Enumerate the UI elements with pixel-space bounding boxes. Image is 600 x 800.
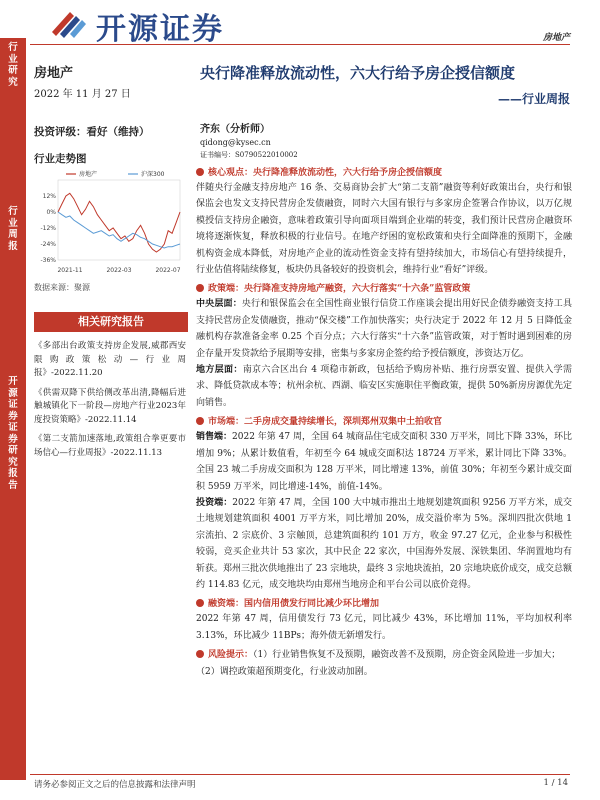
footer-disclaimer: 请务必参阅正文之后的信息披露和法律声明 [34, 780, 196, 790]
page-header [0, 0, 600, 52]
y-tick-label: 12% [42, 193, 56, 200]
sidebar-band [0, 38, 26, 780]
report-subtitle: ——行业周报 [497, 92, 570, 106]
main-content [196, 164, 572, 680]
chart-source: 数据来源：聚源 [34, 283, 90, 292]
report-title: 央行降准释放流动性，六大行给予房企授信额度 [200, 64, 516, 82]
bullet-icon [196, 417, 204, 425]
related-report-item[interactable]: 《供需双降下供给侧改革出清,降幅后进触城镇化下一阶段—房地产行业2023年度投资策略》-2022.11.14 [34, 387, 186, 425]
policy-local-text: 地方层面：南京六合区出台 4 项稳市新政，包括给予购房补贴、推行房票安置、提供入学需求、降低贷款成本等；杭州余杭、西湖、临安区实施职住平衡政策，提供 50%新房房源优先定向销售。 [196, 365, 572, 408]
legend-label: 房地产 [79, 171, 98, 178]
trend-chart-svg [34, 166, 184, 276]
header-divider [30, 44, 570, 45]
sidebar-label-brand: 开源证券 证券研究报告 [8, 376, 18, 491]
policy-central-text: 中央层面：央行和银保监会在全国性商业银行信贷工作座谈会提出用好民企债券融资支持工具支持民营房企发债融资，推动“保交楼”工作加快落实；央行决定于 2022 年 12 月 5 日降低金融机构存款准备金率 0.25 个百分点；六大行落实“十六条”监管政策，对于暂时遇到困难的房企存量开发贷款给予展期等安排，密集与多家房企签约给予授信额度，涉资达万亿。 [196, 299, 572, 359]
legend-label: 沪深300 [141, 171, 165, 178]
risk-text: 风险提示：（1）行业销售恢复不及预期，融资改善不及预期，房企资金风险进一步加大；（2）调控政策超预期变化，行业波动加剧。 [196, 650, 561, 677]
bullet-icon [196, 284, 204, 292]
related-reports-list [34, 340, 186, 466]
finance-text: 2022 年第 47 周，信用债发行 73 亿元，同比减少 43%，环比增加 11%，平均加权利率 3.13%，环比减少 11BPs；海外债无新增发行。 [196, 614, 572, 641]
header-category: 房地产 [542, 33, 570, 43]
footer-divider [30, 774, 570, 775]
sidebar-label-research: 行业研究 [8, 42, 18, 88]
logo-text: 开源证券 [96, 12, 224, 47]
bullet-icon [196, 599, 204, 607]
series-line-1 [58, 212, 180, 248]
bullet-icon [196, 650, 204, 658]
series-line-0 [58, 193, 180, 252]
related-report-item[interactable]: 《第二支箭加速落地,政策组合拳更要市场信心—行业周报》-2022.11.13 [34, 434, 186, 458]
bullet-icon [196, 168, 204, 176]
x-tick-label: 2022-07 [155, 267, 181, 274]
y-tick-label: -24% [40, 241, 56, 248]
core-view-text: 伴随央行金融支持房地产 16 条、交易商协会扩大“第二支箭”融资等利好政策出台，央行和银保监会也发文支持民营房企发债融资，同时六大国有银行与多家房企签署合作协议，以万亿规模授信支持房企融资，意味着政策引导向面项目端到企业端的转变，我们预计民营房企融资环境将逐渐恢复，释放积极的行业信号。在地产纾困的宽松政策和央行全面降准的预期下，金融机构资金成本降低，对房地产企业的流动性资金支持有望持续加大，市场信心有望持续提升，行业估值将陆续修复，板块仍具备较好的投资机会，维持行业“看好”评级。 [196, 183, 572, 276]
core-view-heading: 核心观点：央行降准释放流动性，六大行给予房企授信额度 [196, 166, 572, 180]
sales-text: 销售端：2022 年第 47 周，全国 64 城商品住宅成交面积 330 万平米，同比下降 33%，环比增加 9%；从累计数值看，年初至今 64 城成交面积达 18724 万平米，累计同比下降 33%。全国 23 城二手房成交面积为 128 万平米，同比增速 13%，前值 30%；年初至今累计成交面积 5959 万平米，同比增速-14%，前值-14%。 [196, 432, 572, 492]
analyst-cert: 证书编号：S0790522010002 [200, 151, 298, 159]
policy-heading: 政策端：央行降准支持房地产融资，六大行落实“十六条”监管政策 [196, 282, 572, 296]
page-number: 1 / 14 [543, 778, 568, 788]
company-logo [48, 4, 238, 47]
y-tick-label: -12% [40, 225, 56, 232]
y-tick-label: -36% [40, 257, 56, 264]
report-category: 房地产 [34, 66, 74, 81]
logo-mark-icon [48, 6, 88, 40]
investment-rating: 投资评级：看好（维持） [34, 126, 150, 138]
related-reports-title: 相关研究报告 [34, 312, 188, 332]
trend-chart [34, 166, 184, 276]
related-report-item[interactable]: 《多部出台政策支持房企发展,威郡西安限购政策松动—行业周报》-2022.11.20 [34, 341, 186, 378]
report-date: 2022 年 11 月 27 日 [34, 89, 131, 100]
analyst-email[interactable]: qidong@kysec.cn [200, 138, 271, 147]
sidebar-label-weekly: 行业周报 [8, 206, 18, 252]
x-tick-label: 2022-03 [106, 267, 132, 274]
trend-chart-title: 行业走势图 [34, 153, 87, 165]
y-tick-label: 0% [46, 209, 56, 216]
analyst-name: 齐东（分析师） [200, 124, 270, 135]
market-heading: 市场端：二手房成交量持续增长，深圳郑州双集中土拍收官 [196, 415, 572, 429]
invest-text: 投资端：2022 年第 47 周，全国 100 大中城市推出土地规划建筑面积 9256 万平方米，成交土地规划建筑面积 4001 万平方米，同比增加 20%，成交溢价率为 5%。深圳四批次供地 1 宗流拍、2 宗底价、3 宗触顶，总建筑面积约 101 万方，收金 97.27 亿元，企业参与积极性较弱，竞买企业共计 53 家次，其中民企 22 家次，中国海外发展、深铁集团、华润置地均有斩获。郑州三批次供地推出了 23 宗地块，最终 3 宗地块流拍，20 宗地块底价成交，成交总额约 114.83 亿元，成交地块均由郑州当地房企和平台公司以底价竞得。 [196, 497, 572, 590]
x-tick-label: 2021-11 [57, 267, 83, 274]
finance-heading: 融资端：国内信用债发行同比减少环比增加 [196, 597, 572, 611]
